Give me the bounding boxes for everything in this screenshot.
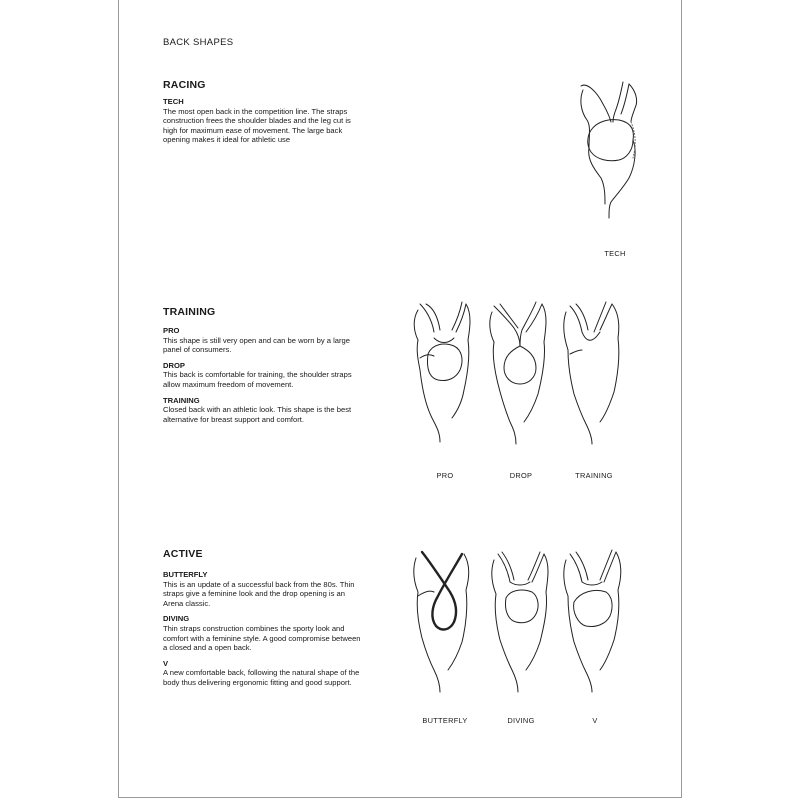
pro-back-illustration	[408, 298, 478, 448]
item-text-v: A new comfortable back, following the natural shape of the body thus delivering ergonomic fitting and good support.	[163, 668, 360, 687]
section-title-training: TRAINING	[163, 306, 216, 318]
item-name-diving: DIVING	[163, 614, 190, 624]
butterfly-back-illustration	[408, 546, 478, 696]
v-back-illustration	[560, 546, 630, 696]
item-name-drop: DROP	[163, 360, 185, 370]
racing-description	[163, 97, 363, 145]
section-title-active: ACTIVE	[163, 548, 203, 560]
item-name-butterfly: BUTTERFLY	[163, 570, 208, 579]
caption-butterfly: BUTTERFLY	[422, 716, 468, 725]
item-text-pro: This shape is still very open and can be worn by a large panel of consumers.	[163, 335, 350, 355]
item-name-pro: PRO	[163, 326, 180, 335]
caption-tech: TECH	[604, 249, 626, 258]
diving-back-illustration	[486, 546, 556, 696]
caption-v: V	[592, 716, 598, 725]
item-text-tech: The most open back in the competition line. The straps construction frees the shoulder blades and the leg cut is high for maximum ease of movement. The large back opening makes it ideal for athletic use	[163, 106, 351, 145]
caption-diving: DIVING	[507, 716, 535, 725]
caption-training: TRAINING	[575, 471, 613, 480]
item-text-training: Closed back with an athletic look. This shape is the best alternative for breast support and comfort.	[163, 405, 352, 424]
item-name-v: V	[163, 658, 169, 668]
item-name-training: TRAINING	[163, 395, 200, 405]
training-description	[163, 326, 363, 424]
tech-back-illustration	[575, 78, 650, 228]
training-back-illustration	[560, 298, 630, 448]
drop-back-illustration	[484, 298, 554, 448]
item-text-drop: This back is comfortable for training, the shoulder straps allow maximum freedom of movement.	[163, 370, 352, 389]
section-title-racing: RACING	[163, 79, 206, 91]
caption-pro: PRO	[436, 471, 454, 480]
active-description	[163, 570, 363, 688]
item-text-butterfly: This is an update of a successful back from the 80s. Thin straps give a feminine look and the drop opening is an Arena classic.	[163, 579, 355, 608]
document-title: BACK SHAPES	[163, 37, 234, 48]
caption-drop: DROP	[509, 471, 533, 480]
item-name-tech: TECH	[163, 97, 184, 106]
item-text-diving: Thin straps construction combines the sporty look and comfort with a feminine style. A good compromise between a closed and a open back.	[163, 623, 361, 653]
